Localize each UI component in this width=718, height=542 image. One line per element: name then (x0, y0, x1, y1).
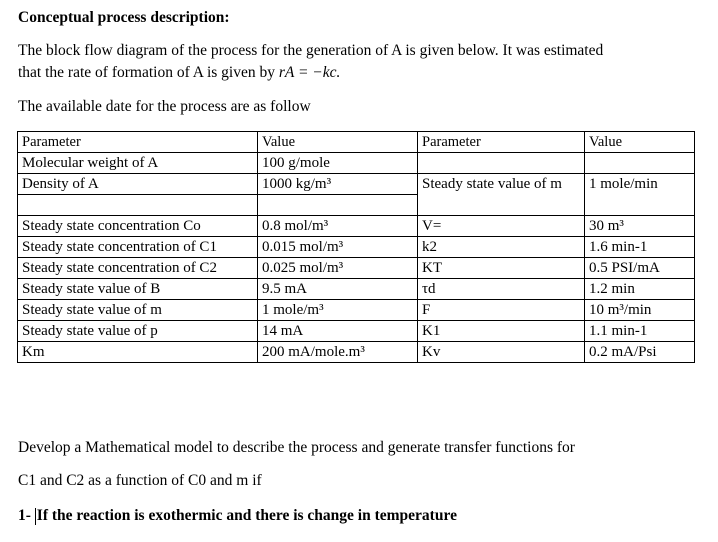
value-km: 200 mA/mole.m³ (258, 342, 418, 363)
table-header-row (18, 132, 695, 153)
task-line-2: C1 and C2 as a function of C0 and m if (18, 472, 262, 489)
param-km: Km (18, 342, 258, 363)
intro-line-2-prefix: that the rate of formation of A is given by (18, 64, 275, 81)
rate-equation: rA = −kc. (278, 64, 341, 81)
value-c1: 0.015 mol/m³ (258, 237, 418, 258)
param-density: Density of A (18, 174, 258, 195)
param-c2: Steady state concentration of C2 (18, 258, 258, 279)
section-heading: Conceptual process description: (18, 9, 230, 26)
header-value-2: Value (585, 132, 695, 153)
value-b: 9.5 mA (258, 279, 418, 300)
param-v: V= (418, 216, 585, 237)
task-line-1: Develop a Mathematical model to describe the process and generate transfer functions for (18, 439, 575, 456)
text-cursor (35, 508, 36, 525)
param-kt: KT (418, 258, 585, 279)
param-co: Steady state concentration Co (18, 216, 258, 237)
param-empty (418, 153, 585, 174)
value-m: 1 mole/m³ (258, 300, 418, 321)
param-b: Steady state value of B (18, 279, 258, 300)
param-molecular-weight: Molecular weight of A (18, 153, 258, 174)
value-td: 1.2 min (585, 279, 695, 300)
table-row (18, 153, 695, 174)
param-kv: Kv (418, 342, 585, 363)
param-td: τd (418, 279, 585, 300)
table-row (18, 300, 695, 321)
value-k1: 1.1 min-1 (585, 321, 695, 342)
param-k1: K1 (418, 321, 585, 342)
table-row (18, 258, 695, 279)
header-parameter-2: Parameter (418, 132, 585, 153)
param-p: Steady state value of p (18, 321, 258, 342)
header-value-1: Value (258, 132, 418, 153)
value-empty (585, 153, 695, 174)
table-row (18, 342, 695, 363)
param-k2: k2 (418, 237, 585, 258)
param-m: Steady state value of m (18, 300, 258, 321)
value-co: 0.8 mol/m³ (258, 216, 418, 237)
value-c2: 0.025 mol/m³ (258, 258, 418, 279)
table-row (18, 237, 695, 258)
param-steady-m: Steady state value of m (418, 174, 585, 216)
value-f: 10 m³/min (585, 300, 695, 321)
value-p: 14 mA (258, 321, 418, 342)
question-number: 1- (18, 507, 31, 524)
value-k2: 1.6 min-1 (585, 237, 695, 258)
value-kt: 0.5 PSI/mA (585, 258, 695, 279)
data-intro: The available date for the process are as follow (18, 98, 311, 115)
intro-line-1: The block flow diagram of the process for the generation of A is given below. It was estimated (18, 42, 604, 59)
parameter-table (17, 131, 695, 363)
value-molecular-weight: 100 g/mole (258, 153, 418, 174)
question-1 (18, 507, 457, 525)
table-row (18, 216, 695, 237)
value-v: 30 m³ (585, 216, 695, 237)
value-steady-m: 1 mole/min (585, 174, 695, 216)
intro-line-2 (18, 64, 340, 82)
table-row (18, 174, 695, 195)
param-f: F (418, 300, 585, 321)
table-row (18, 279, 695, 300)
value-kv: 0.2 mA/Psi (585, 342, 695, 363)
param-c1: Steady state concentration of C1 (18, 237, 258, 258)
table-row (18, 321, 695, 342)
header-parameter-1: Parameter (18, 132, 258, 153)
question-text: If the reaction is exothermic and there is change in temperature (36, 507, 457, 524)
value-density: 1000 kg/m³ (258, 174, 418, 195)
